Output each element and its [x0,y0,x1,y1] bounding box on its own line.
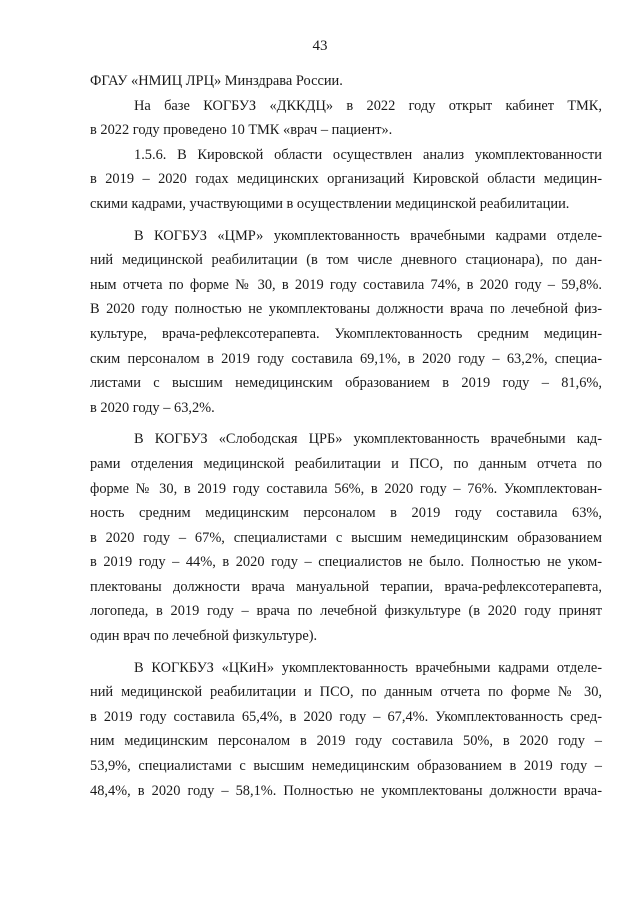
text-line: листами с высшим немедицинским образованием в 2019 году – 81,6%, [90,375,602,392]
text-line: 1.5.6. В Кировской области осуществлен анализ укомплектованности [134,146,602,163]
paragraph [90,656,602,804]
text-line: в 2020 году – 63,2%. [90,399,215,416]
text-line: 48,4%, в 2020 году – 58,1%. Полностью не укомплектованы должности врача- [90,782,602,799]
text-line: в 2019 году составила 65,4%, в 2020 году – 67,4%. Укомплектованность сред- [90,708,602,725]
text-line: В КОГКБУЗ «ЦКиН» укомплектованность врачебными кадрами отделе- [134,659,602,676]
paragraph [90,427,602,648]
text-line: ским персоналом в 2019 году составила 69,1%, в 2020 году – 63,2%, специа- [90,350,602,367]
text-line: На базе КОГБУЗ «ДККДЦ» в 2022 году открыт кабинет ТМК, [134,97,602,114]
text-line: ним медицинским персоналом в 2019 году составила 50%, в 2020 году – [90,733,602,750]
text-line: в 2019 году – 44%, в 2020 году – специалистов не было. Полностью не уком- [90,554,602,571]
paragraph-spacer [90,649,602,656]
text-line: ний медицинской реабилитации (в том числе дневного стационара), по дан- [90,252,602,269]
text-line: ным отчета по форме № 30, в 2019 году составила 74%, в 2020 году – 59,8%. [90,276,602,293]
paragraph [90,94,602,143]
paragraph [90,224,602,421]
page-number: 43 [312,38,328,54]
text-line: логопеда, в 2019 году – врача по лечебной физкультуре (в 2020 году принят [90,603,602,620]
text-line: плектованы должности врача мануальной терапии, врача-рефлексотерапевта, [90,578,602,595]
text-line: ний медицинской реабилитации и ПСО, по данным отчета по форме № 30, [90,684,602,701]
paragraph [90,143,602,217]
text-line: рами отделения медицинской реабилитации и ПСО, по данным отчета по [90,455,602,472]
paragraph-spacer [90,217,602,224]
paragraph [90,69,602,94]
text-line: В КОГБУЗ «ЦМР» укомплектованность врачебными кадрами отделе- [134,227,602,244]
text-line: в 2019 – 2020 годах медицинских организаций Кировской области медицин- [90,171,602,188]
text-line: В КОГБУЗ «Слободская ЦРБ» укомплектованность врачебными кад- [134,431,602,448]
text-line: 53,9%, специалистами с высшим немедицинским образованием в 2019 году – [90,758,602,775]
text-line: в 2022 году проведено 10 ТМК «врач – пациент». [90,122,393,139]
text-line: ФГАУ «НМИЦ ЛРЦ» Минздрава России. [90,73,343,89]
text-line: скими кадрами, участвующими в осуществлении медицинской реабилитации. [90,195,570,212]
text-line: В 2020 году полностью не укомплектованы должности врача по лечебной физ- [90,301,602,318]
document-body [90,69,602,803]
text-line: ность средним медицинским персоналом в 2019 году составила 63%, [90,505,602,522]
text-line: один врач по лечебной физкультуре). [90,628,318,645]
text-line: форме № 30, в 2019 году составила 56%, в 2020 году – 76%. Укомплектован- [90,480,602,497]
paragraph-spacer [90,420,602,427]
text-line: в 2020 году – 67%, специалистами с высшим немедицинским образованием [90,529,602,546]
text-line: культуре, врача-рефлексотерапевта. Укомплектованность средним медицин- [90,325,602,342]
